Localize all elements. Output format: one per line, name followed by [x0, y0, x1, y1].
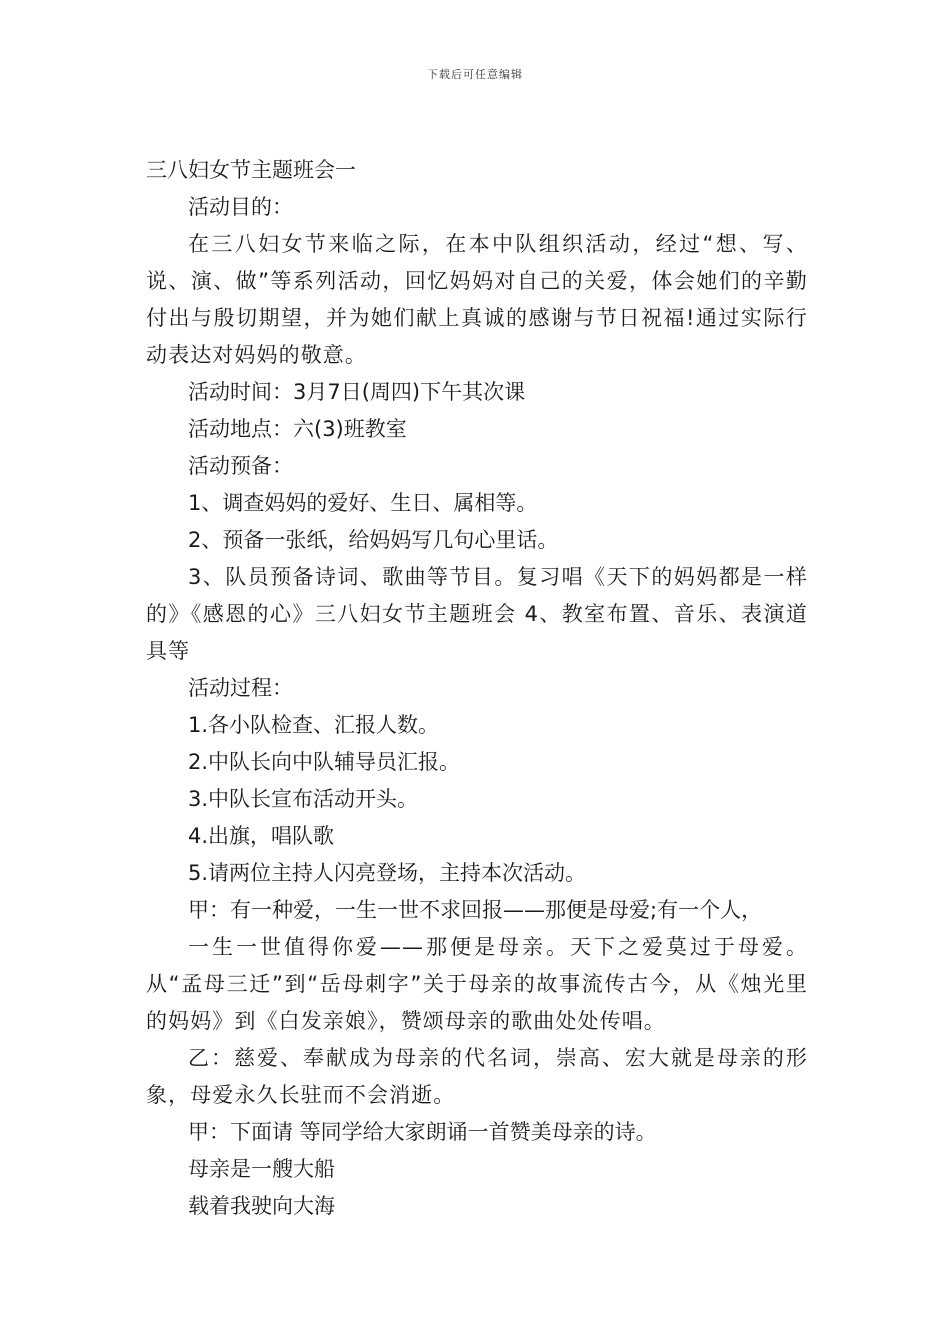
- dialogue-paragraph: 乙：慈爱、奉献成为母亲的代名词，崇高、宏大就是母亲的形象，母爱永久长驻而不会消逝。: [146, 1046, 808, 1107]
- dialogue-line: 甲：有一种爱，一生一世不求回报——那便是母爱;有一个人，: [188, 898, 763, 922]
- document-body: [146, 152, 808, 1225]
- prep-item: 1、调查妈妈的爱好、生日、属相等。: [188, 491, 538, 515]
- process-item: 1.各小队检查、汇报人数。: [188, 713, 440, 737]
- activity-place: 活动地点：六(3)班教室: [188, 417, 407, 441]
- prep-item: 3、队员预备诗词、歌曲等节目。复习唱《天下的妈妈都是一样的》《感恩的心》三八妇女节主题班会 4、教室布置、音乐、表演道具等: [146, 565, 808, 663]
- prep-heading: 活动预备：: [188, 454, 293, 478]
- process-item: 3.中队长宣布活动开头。: [188, 787, 419, 811]
- process-heading: 活动过程：: [188, 676, 293, 700]
- purpose-heading: 活动目的：: [188, 195, 293, 219]
- process-item: 4.出旗，唱队歌: [188, 824, 335, 848]
- dialogue-line: 甲：下面请 等同学给大家朗诵一首赞美母亲的诗。: [188, 1120, 657, 1144]
- purpose-paragraph: 在三八妇女节来临之际，在本中队组织活动，经过“想、写、说、演、做”等系列活动，回忆妈妈对自己的关爱，体会她们的辛勤付出与殷切期望，并为她们献上真诚的感谢与节日祝福!通过实际行动表达对妈妈的敬意。: [146, 232, 808, 367]
- document-title: 三八妇女节主题班会一: [146, 158, 356, 182]
- header-note: 下载后可任意编辑: [427, 68, 523, 81]
- prep-item: 2、预备一张纸，给妈妈写几句心里话。: [188, 528, 559, 552]
- activity-time: 活动时间：3月7日(周四)下午其次课: [188, 380, 526, 404]
- poem-line: 载着我驶向大海: [188, 1194, 335, 1218]
- process-item: 2.中队长向中队辅导员汇报。: [188, 750, 461, 774]
- poem-line: 母亲是一艘大船: [188, 1157, 335, 1181]
- process-item: 5.请两位主持人闪亮登场，主持本次活动。: [188, 861, 587, 885]
- dialogue-paragraph: 一生一世值得你爱——那便是母亲。天下之爱莫过于母爱。从“孟母三迁”到“岳母刺字”关于母亲的故事流传古今，从《烛光里的妈妈》到《白发亲娘》，赞颂母亲的歌曲处处传唱。: [146, 935, 808, 1033]
